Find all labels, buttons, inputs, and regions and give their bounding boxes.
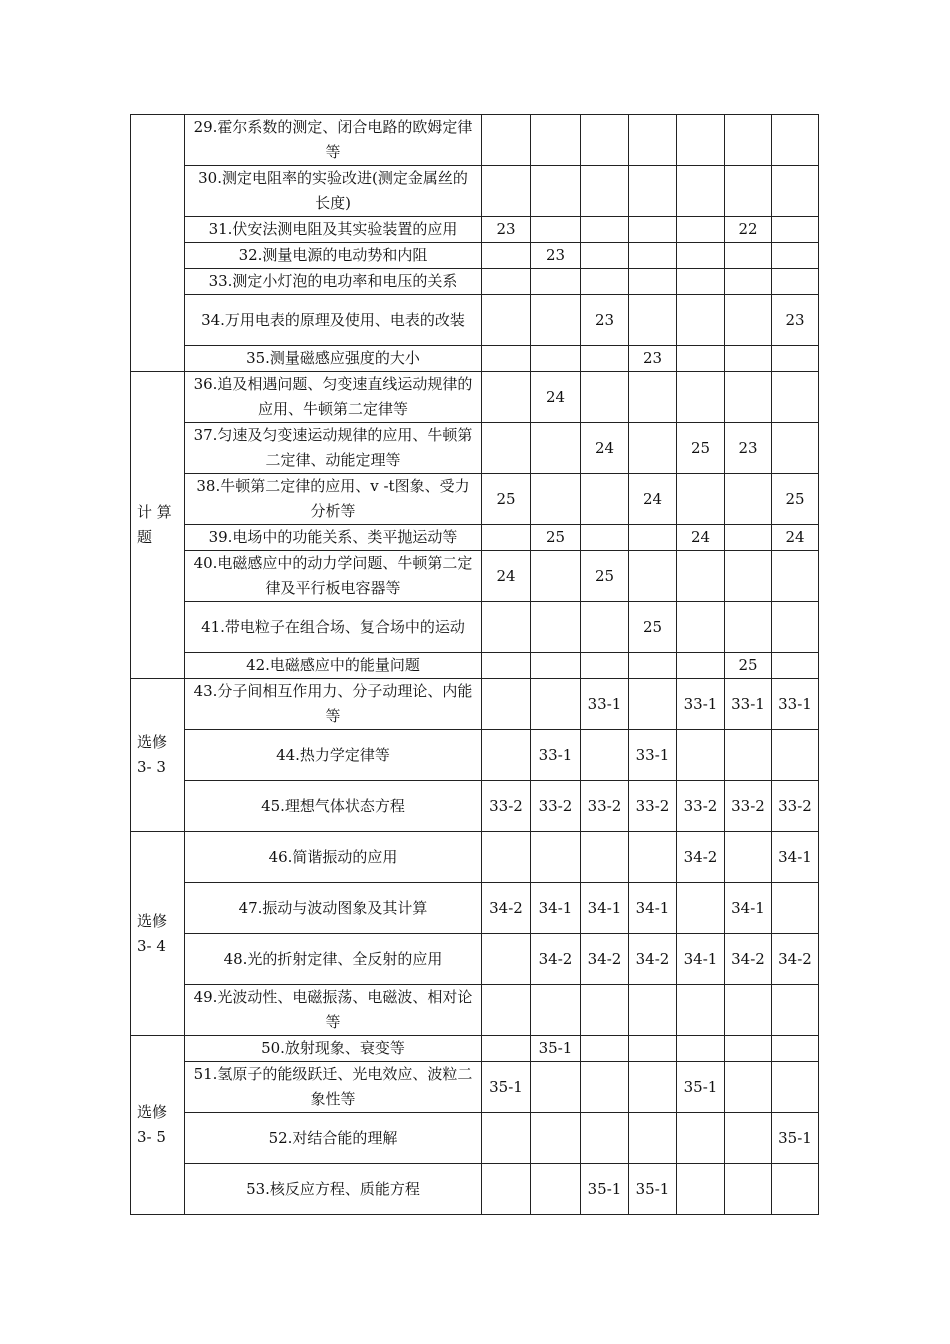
question-number-cell	[629, 166, 677, 217]
question-number-cell: 34-2	[629, 934, 677, 985]
topic-cell: 51.氢原子的能级跃迁、光电效应、波粒二象性等	[185, 1062, 482, 1113]
question-number-cell	[772, 883, 819, 934]
question-number-cell: 35-1	[581, 1164, 629, 1215]
question-number-cell	[725, 1113, 772, 1164]
question-number-cell	[482, 679, 531, 730]
table-row	[131, 372, 819, 423]
question-number-cell	[677, 602, 725, 653]
topic-cell: 33.测定小灯泡的电功率和电压的关系	[185, 269, 482, 295]
question-number-cell	[725, 474, 772, 525]
question-number-cell: 22	[725, 217, 772, 243]
question-number-cell	[581, 372, 629, 423]
question-number-cell	[629, 653, 677, 679]
question-number-cell	[629, 1113, 677, 1164]
table-row	[131, 602, 819, 653]
table-row	[131, 243, 819, 269]
question-number-cell	[677, 243, 725, 269]
question-number-cell	[531, 423, 581, 474]
question-number-cell: 34-2	[772, 934, 819, 985]
question-number-cell: 34-1	[531, 883, 581, 934]
question-number-cell: 33-1	[725, 679, 772, 730]
question-number-cell	[772, 372, 819, 423]
question-number-cell: 34-1	[725, 883, 772, 934]
question-number-cell: 33-1	[677, 679, 725, 730]
question-number-cell: 34-2	[677, 832, 725, 883]
question-number-cell: 23	[772, 295, 819, 346]
table-row	[131, 166, 819, 217]
question-number-cell: 23	[629, 346, 677, 372]
table-row	[131, 423, 819, 474]
question-number-cell: 23	[482, 217, 531, 243]
topic-cell: 39.电场中的功能关系、类平抛运动等	[185, 525, 482, 551]
table-row	[131, 551, 819, 602]
question-number-cell	[677, 1036, 725, 1062]
question-number-cell	[581, 217, 629, 243]
table-row	[131, 1164, 819, 1215]
question-number-cell	[629, 1062, 677, 1113]
question-number-cell: 24	[531, 372, 581, 423]
question-number-cell	[531, 295, 581, 346]
question-number-cell	[581, 653, 629, 679]
question-number-cell	[677, 166, 725, 217]
question-number-cell	[531, 115, 581, 166]
topic-cell: 30.测定电阻率的实验改进(测定金属丝的长度)	[185, 166, 482, 217]
question-number-cell: 24	[677, 525, 725, 551]
question-number-cell	[531, 679, 581, 730]
topic-cell: 44.热力学定律等	[185, 730, 482, 781]
question-number-cell: 25	[725, 653, 772, 679]
question-number-cell	[482, 525, 531, 551]
question-number-cell: 34-1	[772, 832, 819, 883]
question-number-cell	[531, 217, 581, 243]
question-number-cell: 35-1	[482, 1062, 531, 1113]
question-number-cell	[531, 551, 581, 602]
question-number-cell	[531, 602, 581, 653]
table-row	[131, 883, 819, 934]
question-number-cell	[725, 525, 772, 551]
question-number-cell	[531, 1113, 581, 1164]
question-number-cell	[581, 474, 629, 525]
question-number-cell: 25	[677, 423, 725, 474]
question-number-cell	[677, 115, 725, 166]
question-number-cell	[482, 166, 531, 217]
question-number-cell: 25	[629, 602, 677, 653]
question-number-cell	[725, 1062, 772, 1113]
topic-cell: 29.霍尔系数的测定、闭合电路的欧姆定律等	[185, 115, 482, 166]
question-number-cell	[677, 474, 725, 525]
question-number-cell: 33-2	[581, 781, 629, 832]
category-cell	[131, 115, 185, 372]
question-number-cell: 34-2	[531, 934, 581, 985]
question-number-cell	[629, 525, 677, 551]
question-number-cell	[772, 166, 819, 217]
question-number-cell	[629, 1036, 677, 1062]
topic-cell: 40.电磁感应中的动力学问题、牛顿第二定律及平行板电容器等	[185, 551, 482, 602]
question-number-cell	[772, 243, 819, 269]
question-number-cell	[629, 551, 677, 602]
question-number-cell	[677, 295, 725, 346]
question-number-cell	[772, 346, 819, 372]
question-number-cell	[482, 1164, 531, 1215]
topic-cell: 46.简谐振动的应用	[185, 832, 482, 883]
question-number-cell	[629, 243, 677, 269]
question-number-cell	[482, 423, 531, 474]
question-number-cell	[677, 217, 725, 243]
table-row	[131, 525, 819, 551]
question-number-cell	[725, 243, 772, 269]
question-number-cell	[772, 551, 819, 602]
table-row	[131, 269, 819, 295]
question-number-cell	[531, 269, 581, 295]
question-number-cell	[629, 269, 677, 295]
question-number-cell	[629, 217, 677, 243]
question-number-cell	[677, 346, 725, 372]
question-number-cell: 33-2	[725, 781, 772, 832]
question-number-cell: 33-2	[772, 781, 819, 832]
question-number-cell: 23	[531, 243, 581, 269]
question-number-cell	[725, 1164, 772, 1215]
table-row	[131, 295, 819, 346]
question-number-cell	[629, 985, 677, 1036]
topic-cell: 31.伏安法测电阻及其实验装置的应用	[185, 217, 482, 243]
question-number-cell	[725, 1036, 772, 1062]
question-number-cell	[482, 269, 531, 295]
question-number-cell: 34-2	[581, 934, 629, 985]
question-number-cell	[531, 166, 581, 217]
question-number-cell	[531, 832, 581, 883]
question-number-cell: 25	[482, 474, 531, 525]
category-cell: 选修 3- 4	[131, 832, 185, 1036]
table-row	[131, 832, 819, 883]
topic-cell: 48.光的折射定律、全反射的应用	[185, 934, 482, 985]
question-number-cell	[531, 653, 581, 679]
question-number-cell	[482, 1113, 531, 1164]
question-number-cell: 34-1	[581, 883, 629, 934]
question-number-cell: 33-2	[677, 781, 725, 832]
question-number-cell	[581, 730, 629, 781]
question-number-cell: 33-2	[482, 781, 531, 832]
topic-cell: 35.测量磁感应强度的大小	[185, 346, 482, 372]
topic-cell: 52.对结合能的理解	[185, 1113, 482, 1164]
question-number-cell	[725, 832, 772, 883]
question-number-cell: 33-2	[531, 781, 581, 832]
question-number-cell	[581, 243, 629, 269]
question-number-cell	[531, 1062, 581, 1113]
table-row	[131, 985, 819, 1036]
question-number-cell	[725, 295, 772, 346]
question-number-cell	[772, 985, 819, 1036]
question-number-cell	[581, 602, 629, 653]
topic-cell: 41.带电粒子在组合场、复合场中的运动	[185, 602, 482, 653]
question-number-cell	[772, 602, 819, 653]
question-number-cell	[725, 115, 772, 166]
question-number-cell	[772, 653, 819, 679]
question-number-cell	[482, 653, 531, 679]
table-row	[131, 781, 819, 832]
question-number-cell	[581, 1113, 629, 1164]
question-number-cell	[581, 1062, 629, 1113]
topic-cell: 36.追及相遇问题、匀变速直线运动规律的应用、牛顿第二定律等	[185, 372, 482, 423]
question-number-cell	[531, 985, 581, 1036]
question-number-cell	[677, 372, 725, 423]
question-number-cell	[482, 832, 531, 883]
question-number-cell	[725, 166, 772, 217]
exam-topic-table	[130, 114, 819, 1215]
question-number-cell	[772, 1164, 819, 1215]
question-number-cell	[677, 883, 725, 934]
question-number-cell: 24	[482, 551, 531, 602]
question-number-cell	[772, 269, 819, 295]
question-number-cell: 33-2	[629, 781, 677, 832]
table-row	[131, 934, 819, 985]
question-number-cell: 33-1	[629, 730, 677, 781]
question-number-cell: 25	[772, 474, 819, 525]
question-number-cell: 34-2	[725, 934, 772, 985]
question-number-cell	[772, 1036, 819, 1062]
question-number-cell: 35-1	[531, 1036, 581, 1062]
question-number-cell	[677, 1113, 725, 1164]
question-number-cell: 35-1	[629, 1164, 677, 1215]
question-number-cell: 33-1	[531, 730, 581, 781]
topic-cell: 47.振动与波动图象及其计算	[185, 883, 482, 934]
question-number-cell	[629, 372, 677, 423]
question-number-cell: 24	[772, 525, 819, 551]
question-number-cell	[725, 730, 772, 781]
topic-cell: 50.放射现象、衰变等	[185, 1036, 482, 1062]
question-number-cell	[725, 551, 772, 602]
question-number-cell	[677, 551, 725, 602]
question-number-cell	[677, 653, 725, 679]
question-number-cell	[482, 346, 531, 372]
table-row	[131, 346, 819, 372]
question-number-cell	[772, 423, 819, 474]
question-number-cell	[581, 832, 629, 883]
question-number-cell: 23	[581, 295, 629, 346]
question-number-cell	[482, 1036, 531, 1062]
category-cell: 计 算题	[131, 372, 185, 679]
question-number-cell	[772, 1062, 819, 1113]
question-number-cell	[677, 730, 725, 781]
question-number-cell	[581, 346, 629, 372]
question-number-cell: 34-2	[482, 883, 531, 934]
question-number-cell: 33-1	[772, 679, 819, 730]
question-number-cell	[772, 217, 819, 243]
question-number-cell	[725, 372, 772, 423]
topic-cell: 42.电磁感应中的能量问题	[185, 653, 482, 679]
question-number-cell	[531, 346, 581, 372]
question-number-cell	[581, 166, 629, 217]
topic-cell: 37.匀速及匀变速运动规律的应用、牛顿第二定律、动能定理等	[185, 423, 482, 474]
question-number-cell	[482, 730, 531, 781]
topic-cell: 43.分子间相互作用力、分子动理论、内能等	[185, 679, 482, 730]
question-number-cell	[531, 1164, 581, 1215]
table-row	[131, 653, 819, 679]
table-row	[131, 1036, 819, 1062]
question-number-cell	[581, 269, 629, 295]
topic-cell: 34.万用电表的原理及使用、电表的改装	[185, 295, 482, 346]
question-number-cell	[677, 269, 725, 295]
table-body	[131, 115, 819, 1215]
question-number-cell	[725, 985, 772, 1036]
table-row	[131, 1113, 819, 1164]
topic-cell: 38.牛顿第二定律的应用、v -t图象、受力分析等	[185, 474, 482, 525]
question-number-cell	[629, 832, 677, 883]
question-number-cell	[725, 346, 772, 372]
question-number-cell: 33-1	[581, 679, 629, 730]
topic-cell: 32.测量电源的电动势和内阻	[185, 243, 482, 269]
table-row	[131, 115, 819, 166]
question-number-cell	[482, 295, 531, 346]
question-number-cell	[482, 934, 531, 985]
question-number-cell	[629, 423, 677, 474]
question-number-cell	[581, 1036, 629, 1062]
question-number-cell: 35-1	[772, 1113, 819, 1164]
question-number-cell: 23	[725, 423, 772, 474]
table-row	[131, 474, 819, 525]
question-number-cell	[531, 474, 581, 525]
question-number-cell	[482, 602, 531, 653]
question-number-cell	[629, 115, 677, 166]
question-number-cell: 35-1	[677, 1062, 725, 1113]
topic-cell: 49.光波动性、电磁振荡、电磁波、相对论等	[185, 985, 482, 1036]
question-number-cell	[629, 295, 677, 346]
question-number-cell	[629, 679, 677, 730]
table-row	[131, 730, 819, 781]
question-number-cell: 25	[531, 525, 581, 551]
question-number-cell	[581, 985, 629, 1036]
question-number-cell	[482, 243, 531, 269]
question-number-cell	[482, 115, 531, 166]
question-number-cell	[581, 525, 629, 551]
topic-cell: 45.理想气体状态方程	[185, 781, 482, 832]
table-row	[131, 217, 819, 243]
category-cell: 选修 3- 3	[131, 679, 185, 832]
question-number-cell	[772, 115, 819, 166]
question-number-cell	[772, 730, 819, 781]
question-number-cell	[677, 985, 725, 1036]
topic-cell: 53.核反应方程、质能方程	[185, 1164, 482, 1215]
table-row	[131, 1062, 819, 1113]
question-number-cell: 34-1	[629, 883, 677, 934]
question-number-cell: 24	[581, 423, 629, 474]
question-number-cell: 34-1	[677, 934, 725, 985]
question-number-cell	[677, 1164, 725, 1215]
question-number-cell: 24	[629, 474, 677, 525]
table-row	[131, 679, 819, 730]
question-number-cell	[725, 602, 772, 653]
question-number-cell	[725, 269, 772, 295]
question-number-cell	[482, 372, 531, 423]
question-number-cell	[482, 985, 531, 1036]
question-number-cell: 25	[581, 551, 629, 602]
category-cell: 选修 3- 5	[131, 1036, 185, 1215]
question-number-cell	[581, 115, 629, 166]
